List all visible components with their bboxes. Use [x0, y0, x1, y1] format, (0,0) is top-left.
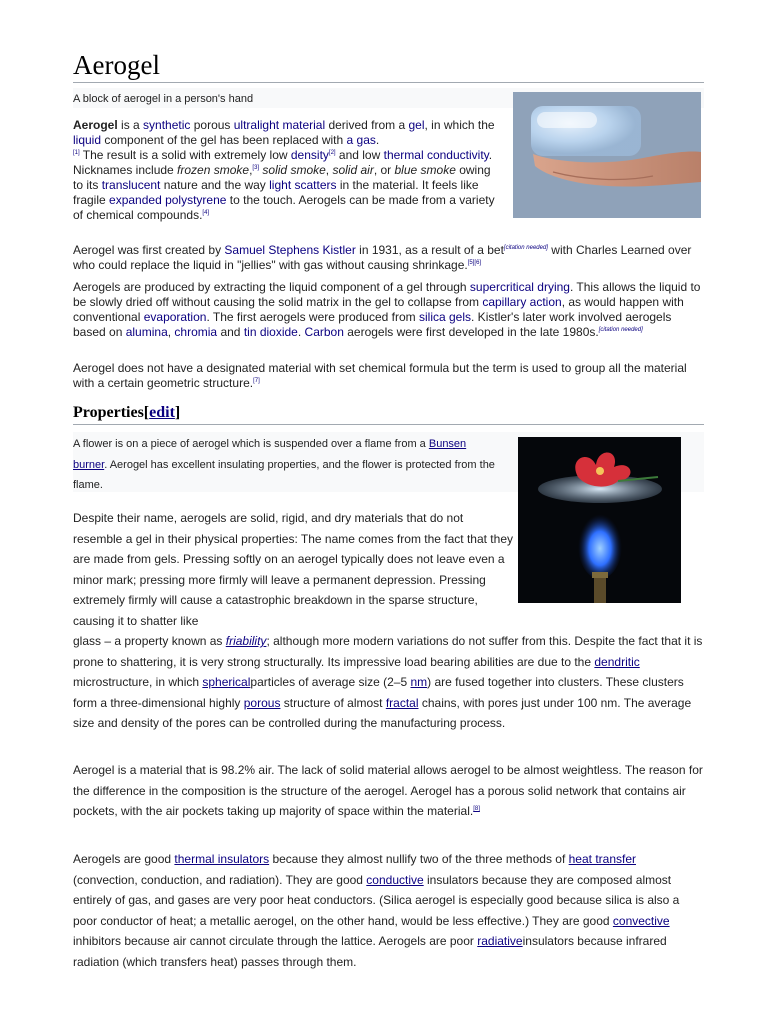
- text-run: because they almost nullify two of the three methods of: [269, 852, 569, 866]
- text-run: owing to its: [73, 163, 491, 192]
- link-chromia[interactable]: chromia: [174, 325, 218, 339]
- lead-figure-caption: A block of aerogel in a person's hand: [73, 93, 254, 105]
- text-run: in 1931, as a result of a bet: [355, 243, 504, 257]
- section-heading-properties: [73, 404, 180, 422]
- nickname-solid-smoke: solid smoke: [259, 163, 326, 177]
- citation-needed[interactable]: [citation needed]: [503, 245, 548, 251]
- reference-4[interactable]: [4]: [202, 210, 210, 216]
- link-nm[interactable]: nm: [410, 675, 428, 689]
- text-run: Aerogels are good: [73, 852, 175, 866]
- lead-paragraph-2: [73, 243, 703, 273]
- text-run: in the material. It feels like fragile: [73, 178, 479, 207]
- text-run: (convection, conduction, and radiation). They are good: [73, 872, 367, 887]
- link-thermal-insulators[interactable]: thermal insulators: [174, 852, 270, 866]
- properties-paragraph-1-continued: [73, 631, 703, 734]
- link-expanded-polystyrene[interactable]: expanded polystyrene: [109, 193, 227, 207]
- link-convective[interactable]: convective: [612, 913, 670, 928]
- text-run: . Aerogel has excellent insulating properties, and the flower is protected from the flame.: [73, 458, 495, 491]
- link-heat-transfer[interactable]: heat transfer: [568, 852, 636, 866]
- text-run: . This allows the liquid to be slowly dried off without causing the solid matrix in the gel to collapse from: [73, 280, 701, 309]
- link-fractal[interactable]: fractal: [385, 695, 419, 710]
- text-run: with Charles Learned over who could replace the liquid in "jellies" with gas without causing shrinkage.: [73, 243, 692, 272]
- text-run: ,: [325, 163, 333, 177]
- link-samuel-stephens-kistler[interactable]: Samuel Stephens Kistler: [224, 243, 356, 257]
- text-run: derived from a: [325, 118, 409, 132]
- text-run: , or: [373, 163, 395, 177]
- reference-1[interactable]: [1]: [73, 150, 80, 156]
- link-density[interactable]: density: [290, 148, 329, 162]
- text-run: The result is a solid with extremely low: [79, 148, 291, 162]
- link-gel[interactable]: gel: [408, 118, 425, 132]
- properties-paragraph-3: [73, 849, 703, 972]
- aerogel-in-hand-illustration: [513, 92, 701, 218]
- link-tin-dioxide[interactable]: tin dioxide: [243, 325, 298, 339]
- text-run: insulators because they are composed almost entirely of gas, and gases are very poor heat conductors. (Silica aerogel is especially good because silica is also a poor conductor of heat; a metallic aerogel, on the other hand, would be less effective.) They are good: [73, 872, 680, 928]
- text-run: to the touch. Aerogels can be made from a variety of chemical compounds.: [73, 193, 495, 222]
- nickname-solid-air: solid air: [332, 163, 374, 177]
- term-bold: Aerogel: [73, 118, 118, 132]
- page-title: Aerogel: [73, 50, 160, 80]
- link-gas[interactable]: a gas: [346, 133, 376, 147]
- text-run: . Kistler's later work involved aerogels based on: [73, 310, 672, 339]
- text-run: Aerogel was first created by: [73, 243, 225, 257]
- properties-paragraph-2: [73, 760, 703, 822]
- link-light-scatters[interactable]: light scatters: [269, 178, 337, 192]
- text-run: , in which the: [424, 118, 495, 132]
- reference-3[interactable]: [3]: [252, 165, 260, 171]
- text-run: is a: [117, 118, 144, 132]
- nickname-frozen-smoke: frozen smoke: [177, 163, 250, 177]
- link-carbon[interactable]: Carbon: [304, 325, 344, 339]
- edit-section-link[interactable]: edit: [149, 404, 175, 421]
- text-run: and low: [335, 148, 384, 162]
- link-porous[interactable]: porous: [243, 695, 281, 710]
- text-run: A flower is on a piece of aerogel which is suspended over a flame from a: [73, 438, 429, 450]
- text-run: Aerogels are produced by extracting the liquid component of a gel through: [73, 280, 470, 294]
- nickname-blue-smoke: blue smoke: [394, 163, 456, 177]
- edit-bracket-close: ]: [174, 404, 181, 421]
- text-run: ,: [249, 163, 253, 177]
- text-run: . The first aerogels were produced from: [206, 310, 419, 324]
- flower-figure-caption: [73, 434, 503, 496]
- flower-on-aerogel-over-flame-image[interactable]: [518, 437, 681, 603]
- lead-paragraph-3: [73, 280, 703, 340]
- citation-needed[interactable]: [citation needed]: [598, 327, 643, 333]
- flower-over-flame-illustration: [518, 437, 681, 603]
- text-run: glass – a property known as: [73, 634, 226, 648]
- reference-7[interactable]: [7]: [253, 378, 260, 384]
- link-capillary-action[interactable]: capillary action: [482, 295, 562, 309]
- link-radiative[interactable]: radiative: [477, 934, 523, 948]
- text-run: chains, with pores just under 100 nm. The average size and density of the pores can be controlled during the manufacturing process.: [73, 695, 692, 730]
- text-run: nature and the way: [160, 178, 270, 192]
- properties-paragraph-1: Despite their name, aerogels are solid, rigid, and dry materials that do not resemble a gel in their physical properties: The name comes from the fact that they are made from gels. Pressing softly on an aerogel typically does not leave even a minor mark; pressing more firmly will leave a permanent depression. Pressing extremely firmly will cause a catastrophic breakdown in the sparse structure, causing it to shatter like: [73, 511, 513, 628]
- link-synthetic[interactable]: synthetic: [143, 118, 191, 132]
- link-translucent[interactable]: translucent: [101, 178, 161, 192]
- link-bunsen-burner[interactable]: Bunsen burner: [73, 438, 467, 471]
- text-run: ) are fused together into clusters. These clusters form a three-dimensional highly: [73, 675, 684, 710]
- link-friability[interactable]: friability: [225, 634, 267, 648]
- text-run: Aerogel does not have a designated material with set chemical formula but the term is used to group all the material with a certain geometric structure.: [73, 361, 687, 390]
- link-dendritic[interactable]: dendritic: [594, 654, 640, 669]
- text-run: particles of average size (2–5: [250, 675, 411, 689]
- text-run: ; although more modern variations do not suffer from this. Despite the fact that it is prone to shattering, it is very strong structurally. Its impressive load bearing abilities are due to the: [73, 634, 703, 669]
- link-conductive[interactable]: conductive: [366, 872, 424, 887]
- text-run: porous: [190, 118, 234, 132]
- reference-2[interactable]: [2]: [328, 150, 336, 156]
- text-run: , as would happen with conventional: [73, 295, 684, 324]
- text-run: Aerogel is a material that is 98.2% air. The lack of solid material allows aerogel to be almost weightless. The reason for the difference in the composition is the structure of the aerogel. Aerogel has a porous solid network that contains air pockets, with the air pockets taking up majority of space within the material.: [73, 763, 703, 818]
- aerogel-in-hand-image[interactable]: [513, 92, 701, 218]
- link-ultralight-material[interactable]: ultralight material: [233, 118, 326, 132]
- link-thermal-conductivity[interactable]: thermal conductivity: [383, 148, 489, 162]
- text-run: . Nicknames include: [73, 148, 493, 177]
- title-divider: [73, 82, 704, 83]
- text-run: .: [375, 133, 380, 147]
- lead-paragraph-4: [73, 361, 703, 391]
- text-run: microstructure, in which: [73, 675, 203, 689]
- link-supercritical-drying[interactable]: supercritical drying: [469, 280, 570, 294]
- text-run: insulators because infrared radiation (which transfers heat) passes through them.: [73, 934, 667, 969]
- section-divider: [73, 424, 704, 425]
- lead-paragraph-1: [73, 118, 498, 223]
- text-run: inhibitors because air cannot circulate through the lattice. Aerogels are poor: [73, 934, 478, 948]
- link-evaporation[interactable]: evaporation: [143, 310, 207, 324]
- text-run: component of the gel has been replaced with: [101, 133, 347, 147]
- reference-5-6[interactable]: [5][6]: [467, 260, 482, 266]
- text-run: structure of almost: [280, 695, 386, 710]
- reference-8[interactable]: [8]: [473, 806, 480, 812]
- link-liquid[interactable]: liquid: [73, 133, 102, 147]
- link-silica-gels[interactable]: silica gels: [418, 310, 472, 324]
- link-spherical[interactable]: spherical: [202, 675, 251, 689]
- text-run: ,: [167, 325, 175, 339]
- section-heading-text: Properties: [73, 404, 144, 421]
- link-alumina[interactable]: alumina: [125, 325, 168, 339]
- text-run: aerogels were first developed in the late 1980s.: [343, 325, 599, 339]
- text-run: .: [297, 325, 305, 339]
- edit-bracket-open: [: [143, 404, 150, 421]
- text-run: and: [217, 325, 244, 339]
